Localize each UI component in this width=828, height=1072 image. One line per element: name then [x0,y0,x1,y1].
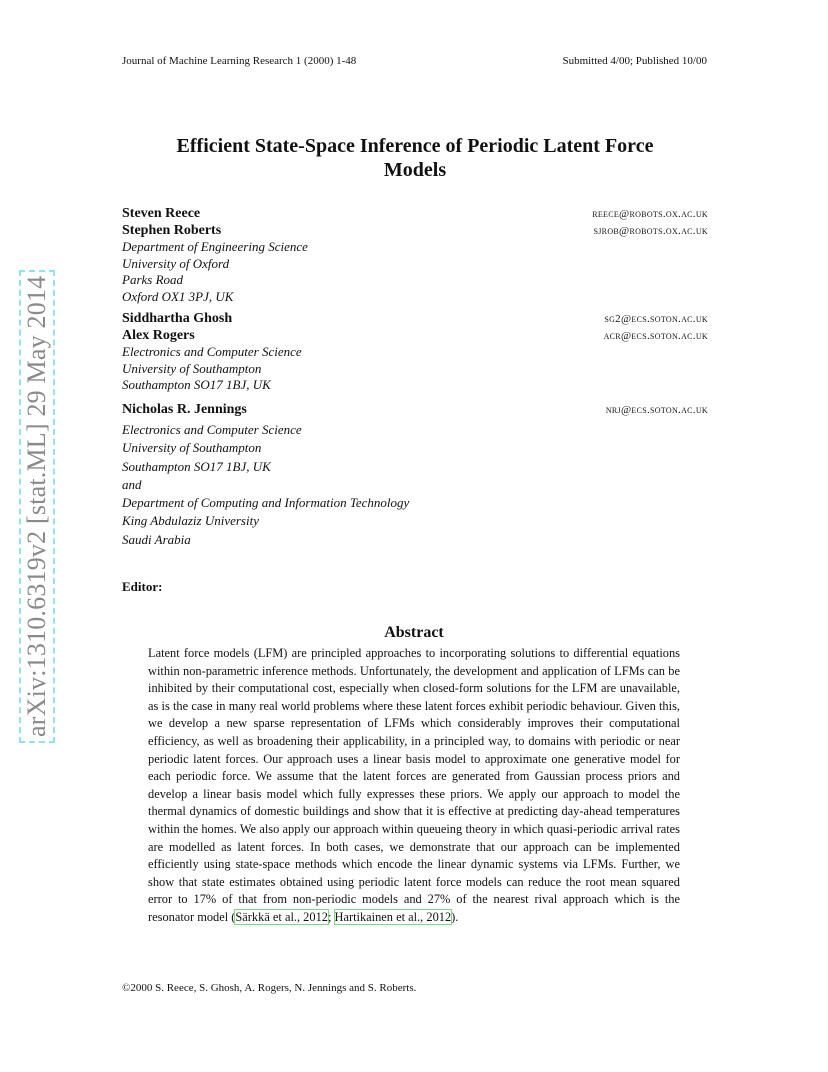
affiliation-line: Saudi Arabia [122,531,191,547]
author-name: Alex Rogers [122,327,195,343]
citation-link-hartikainen[interactable]: Hartikainen et al., 2012 [334,909,452,924]
author-row [122,206,708,223]
affiliation-line: Electronics and Computer Science [122,344,302,359]
affiliation-line: University of Southampton [122,440,262,456]
author-email: nrj@ecs.soton.ac.uk [605,404,708,416]
author-name: Nicholas R. Jennings [122,402,247,417]
affiliation-line: and [122,476,142,492]
abstract-body [148,645,680,927]
author-group-3 [122,402,708,549]
affiliation-line: Electronics and Computer Science [122,422,302,437]
affiliation-line: Parks Road [122,272,184,287]
affiliation-line: University of Southampton [122,360,262,376]
author-email: acr@ecs.soton.ac.uk [603,329,708,342]
affiliation-line: Oxford OX1 3PJ, UK [122,288,234,304]
submission-dates: Submitted 4/00; Published 10/00 [562,55,707,67]
affiliation-line: Department of Engineering Science [122,239,308,254]
author-name: Siddhartha Ghosh [122,311,233,326]
affiliation-line: Southampton SO17 1BJ, UK [122,377,271,392]
author-name: Stephen Roberts [122,222,222,238]
author-email: reece@robots.ox.ac.uk [592,208,708,220]
affiliation-line: University of Oxford [122,255,230,271]
affiliation-line: Department of Computing and Information Technology [122,495,410,511]
citation-link-sarkka[interactable]: Särkkä et al., 2012 [235,909,328,924]
title-line-2: Models [383,159,447,181]
title-line-1: Efficient State-Space Inference of Periodic Latent Force [176,135,654,157]
author-row [122,402,708,421]
author-email: sg2@ecs.soton.ac.uk [604,313,708,325]
editor-label: Editor: [122,579,163,594]
affiliation-line: King Abdulaziz University [122,513,259,529]
abstract-text: Latent force models (LFM) are principled approaches to incorporating solutions to differential equations within non-parametric inference methods. Unfortunately, the development and application of LFMs can be inhibited by their computational cost, especially when closed-form solutions for the LFM are unavailable, as is the case in many real world problems where these latent forces exhibit periodic behaviour. Given this, we develop a new sparse representation of LFMs which considerably improves their computational efficiency, as well as broadening their applicability, in a principled way, to domains with periodic or near periodic latent forces. Our approach uses a linear basis model to approximate one generative model for each periodic force. We assume that the latent forces are generated from Gaussian process priors and develop a linear basis model which fully expresses these priors. We apply our approach to model the thermal dynamics of domestic buildings and show that it is effective at predicting day-ahead temperatures within the homes. We also apply our approach within queueing theory in which quasi-periodic arrival rates are modelled as latent forces. In both cases, we demonstrate that our approach can be implemented efficiently using state-space methods which encode the linear dynamic systems via LFMs. Further, we show that state estimates obtained using periodic latent force models can reduce the root mean squared error to 17% of that from non-periodic models and 27% of the nearest rival approach which is the resonator model ( [148,646,680,924]
author-group-1 [122,206,708,305]
abstract-heading: Abstract [384,624,444,641]
journal-header: Journal of Machine Learning Research 1 (2000) 1-48 [122,55,357,67]
author-group-2 [122,311,708,394]
arxiv-identifier-link[interactable]: arXiv:1310.6319v2 [stat.ML] 29 May 2014 [22,273,52,740]
copyright-notice: ©2000 S. Reece, S. Ghosh, A. Rogers, N. Jennings and S. Roberts. [122,982,417,994]
paper-title [122,134,708,182]
citation-separator: ; [327,909,335,924]
author-row [122,223,708,240]
author-row [122,328,708,345]
abstract-tail: ). [451,909,459,924]
affiliation-line: Southampton SO17 1BJ, UK [122,458,271,474]
author-name: Steven Reece [122,206,201,221]
author-email: sjrob@robots.ox.ac.uk [593,224,708,237]
author-row [122,311,708,328]
